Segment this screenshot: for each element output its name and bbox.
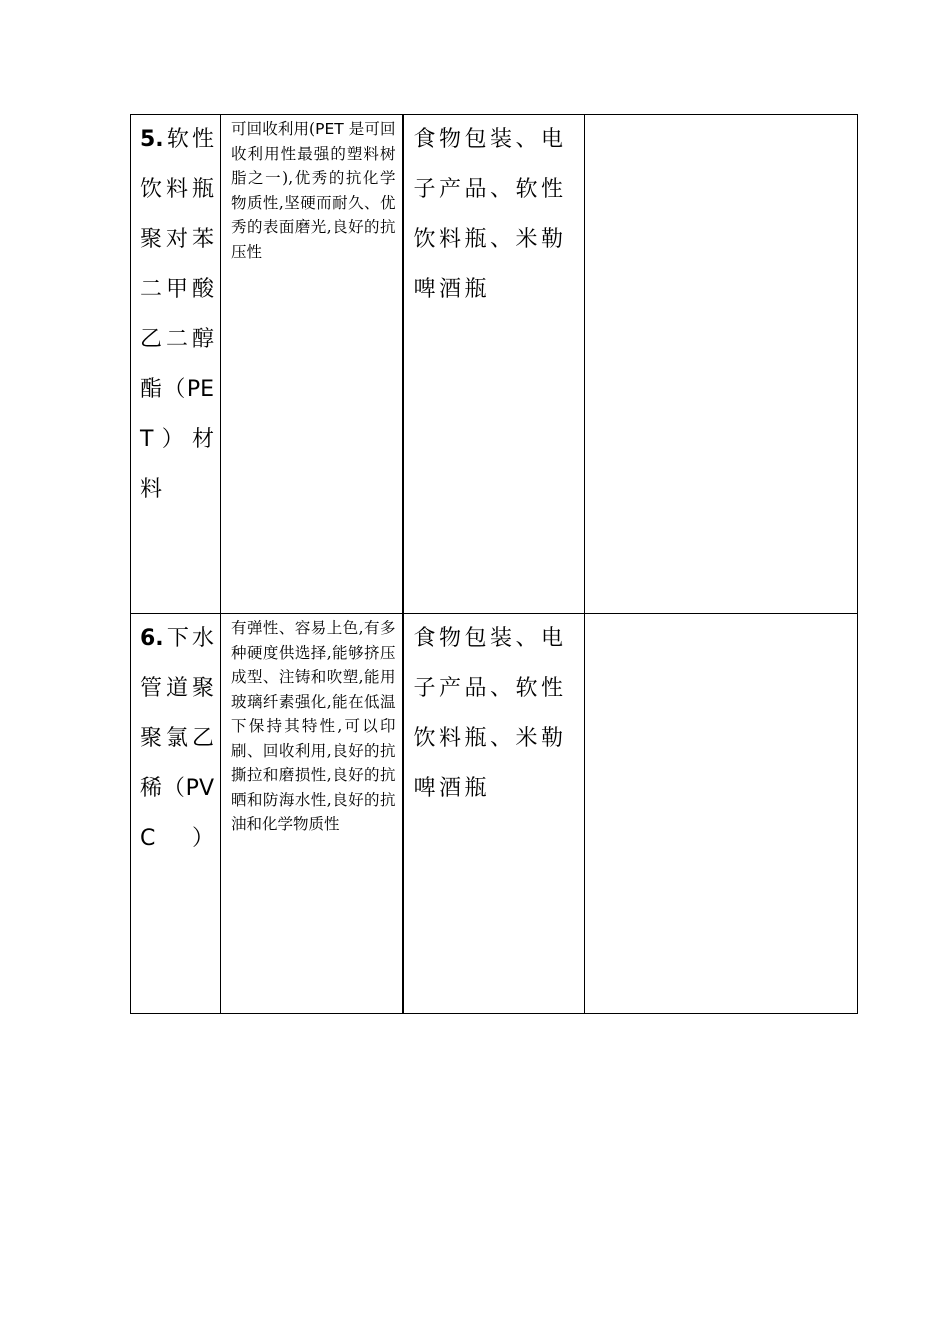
material-properties-cell	[221, 115, 403, 614]
material-abbreviation: PVC	[140, 776, 214, 851]
material-name: 下水管道聚聚氯乙稀（	[140, 626, 214, 801]
notes-cell	[585, 115, 858, 614]
table-row	[131, 614, 858, 1014]
properties-abbreviation: PET	[315, 120, 344, 138]
material-name-cell	[131, 115, 221, 614]
uses-text: 食物包装、电子产品、软性饮料瓶、米勒啤酒瓶	[413, 127, 567, 302]
materials-table	[130, 114, 858, 1014]
material-name-cell	[131, 614, 221, 1014]
properties-text: 有弹性、容易上色,有多种硬度供选择,能够挤压成型、注铸和吹塑,能用玻璃纤素强化,能在低温下保持其特性,可以印刷、回收利用,良好的抗撕拉和磨损性,良好的抗晒和防海水性,良好的抗油和化学物质性	[231, 619, 396, 833]
row-number: 6.	[140, 626, 164, 651]
material-uses-cell	[403, 115, 585, 614]
material-abbreviation: PET	[140, 377, 214, 452]
table-row	[131, 115, 858, 614]
uses-text: 食物包装、电子产品、软性饮料瓶、米勒啤酒瓶	[413, 626, 567, 801]
row-number: 5.	[140, 127, 164, 152]
material-name-tail: ）	[155, 826, 214, 851]
properties-text: 是可回收利用性最强的塑料树脂之一),优秀的抗化学物质性,坚硬而耐久、优秀的表面磨光,良好的抗压性	[231, 120, 396, 261]
properties-lead: 可回收利用(	[231, 120, 316, 138]
material-uses-cell	[403, 614, 585, 1014]
material-name-tail: ）材料	[140, 427, 214, 502]
notes-cell	[585, 614, 858, 1014]
material-name: 软性饮料瓶聚对苯二甲酸乙二醇酯（	[140, 127, 214, 402]
material-properties-cell	[221, 614, 403, 1014]
